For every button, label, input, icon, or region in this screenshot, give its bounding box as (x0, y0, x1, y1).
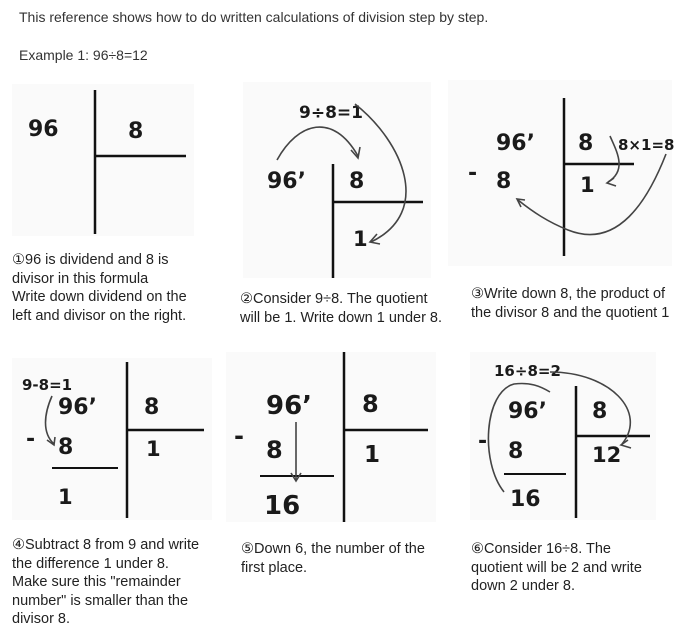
divisor-text: 8 (144, 395, 160, 420)
intro-text: This reference shows how to do written calculations of division step by step. (19, 9, 489, 25)
step-2-caption (240, 290, 442, 327)
quotient-text: 12 (592, 443, 622, 467)
caption-line: divisor in this formula (12, 270, 149, 287)
dividend-text: 96’ (58, 395, 97, 420)
note-text: 8×1=8 (618, 136, 675, 154)
step-4-caption (12, 536, 199, 629)
quotient-text: 1 (364, 442, 381, 468)
product-text: 8 (496, 169, 512, 194)
dividend-text: 96’ (496, 131, 535, 156)
product-text: 8 (266, 436, 283, 464)
minus-sign: - (26, 427, 36, 452)
caption-line: the difference 1 under 8. (12, 555, 169, 572)
step-2-diagram (243, 82, 431, 278)
step-6-caption (471, 540, 642, 596)
divisor-text: 8 (128, 119, 144, 144)
divisor-text: 8 (578, 131, 594, 156)
product-text: 8 (508, 439, 524, 464)
caption-line: quotient will be 2 and write (471, 559, 642, 576)
divisor-text: 8 (349, 169, 365, 194)
step-3-caption (471, 285, 669, 322)
arrow-line (46, 396, 55, 444)
new-number-text: 16 (510, 487, 541, 512)
minus-sign: - (234, 422, 244, 450)
note-text: 16÷8=2 (494, 362, 561, 380)
divisor-text: 8 (362, 390, 379, 418)
product-text: 8 (58, 435, 74, 460)
new-number-text: 16 (264, 491, 301, 521)
dividend-text: 96’ (267, 169, 306, 194)
remainder-text: 1 (58, 485, 73, 509)
step-5-diagram (226, 352, 436, 522)
step-3-diagram (448, 80, 675, 266)
arrowhead (370, 234, 380, 244)
arrow-line (550, 372, 630, 444)
arrowhead (607, 178, 616, 186)
step-5-caption (241, 540, 425, 577)
quotient-text: 1 (353, 227, 368, 251)
dividend-text: 96’ (508, 399, 547, 424)
caption-line: will be 1. Write down 1 under 8. (240, 309, 443, 326)
caption-line: Make sure this "remainder (12, 574, 181, 590)
minus-sign: - (468, 161, 478, 186)
arrow-line (277, 127, 358, 160)
caption-line: ②Consider 9÷8. The quotient (240, 291, 428, 307)
caption-line: ③Write down 8, the product of (471, 286, 666, 302)
caption-line: ①96 is dividend and 8 is (12, 252, 169, 268)
caption-line: divisor 8. (12, 611, 71, 627)
caption-line: left and divisor on the right. (12, 307, 187, 324)
step-4-diagram (12, 358, 212, 520)
caption-line: first place. (241, 559, 308, 576)
caption-line: Write down dividend on the (12, 289, 187, 305)
caption-line: ⑥Consider 16÷8. The (471, 541, 611, 557)
note-text: 9÷8=1 (299, 103, 363, 123)
dividend-text: 96’ (266, 391, 313, 421)
caption-line: ⑤Down 6, the number of the (241, 541, 425, 557)
divisor-text: 8 (592, 399, 608, 424)
example-title: Example 1: 96÷8=12 (19, 47, 148, 63)
step-6-diagram (470, 352, 656, 520)
caption-line: the divisor 8 and the quotient 1 (471, 304, 670, 321)
arrowhead (621, 440, 631, 448)
dividend-text: 96 (28, 117, 59, 142)
quotient-text: 1 (146, 437, 161, 461)
minus-sign: - (478, 429, 488, 454)
step-1-caption (12, 251, 187, 325)
caption-line: number" is smaller than the (12, 592, 189, 609)
step-1-diagram (12, 84, 194, 236)
note-text: 9-8=1 (22, 376, 73, 394)
caption-line: ④Subtract 8 from 9 and write (12, 537, 200, 553)
caption-line: down 2 under 8. (471, 578, 575, 594)
quotient-text: 1 (580, 173, 595, 197)
